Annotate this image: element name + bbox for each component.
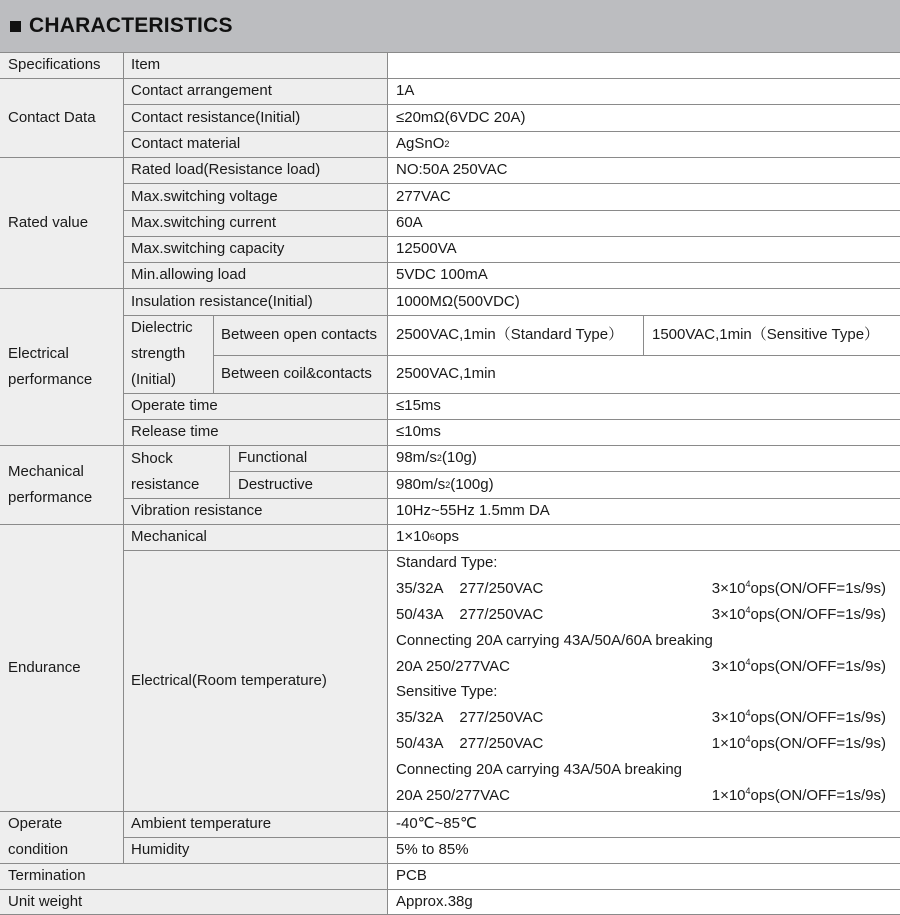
grid-line: [123, 236, 900, 237]
rated-load-item: Rated load(Resistance load): [131, 161, 321, 178]
termination-value: PCB: [388, 863, 900, 889]
operate-time-value: ≤15ms: [388, 393, 900, 419]
between-open-contacts-sensitive-value: 1500VAC,1min（Sensitive Type）: [644, 315, 900, 355]
contact-resistance-value: ≤20mΩ(6VDC 20A): [388, 104, 900, 131]
between-coil-contacts-value: 2500VAC,1min: [388, 355, 900, 393]
max-switching-voltage-item: Max.switching voltage: [131, 187, 278, 205]
section-title: CHARACTERISTICS: [29, 14, 233, 37]
max-switching-current-item: Max.switching current: [131, 214, 277, 231]
grid-line: [0, 288, 900, 289]
mechanical-endurance-value: 1×10 6 ops: [388, 524, 900, 550]
electrical-endurance-item: Electrical(Room temperature): [131, 671, 327, 689]
grid-line: [123, 315, 900, 316]
grid-line: [123, 104, 900, 105]
grid-line: [123, 419, 900, 420]
grid-line: [643, 315, 644, 355]
grid-line: [0, 863, 900, 864]
humidity-item: Humidity: [131, 841, 190, 858]
grid-line: [123, 262, 900, 263]
ambient-temperature-value: -40℃~85℃: [388, 811, 900, 837]
grid-line: [123, 550, 900, 551]
grid-line: [0, 889, 900, 890]
contact-arrangement-item: Contact arrangement: [131, 82, 272, 99]
rated-value-label: Rated value: [8, 213, 89, 231]
insulation-resistance-value: 1000MΩ(500VDC): [388, 288, 900, 315]
unit-weight-item: Unit weight: [8, 893, 83, 910]
electrical-performance-label: Electrical performance: [8, 344, 93, 388]
humidity-value: 5% to 85%: [388, 837, 900, 863]
grid-line: [0, 52, 900, 53]
shock-functional-item: Functional: [238, 449, 308, 466]
grid-line: [213, 355, 900, 356]
header-item: Item: [131, 56, 161, 73]
grid-line: [123, 131, 900, 132]
max-switching-current-value: 60A: [388, 210, 900, 236]
min-allowing-load-value: 5VDC 100mA: [388, 262, 900, 288]
grid-line: [0, 445, 900, 446]
grid-line: [229, 471, 900, 472]
contact-arrangement-value: 1A: [388, 78, 900, 104]
contact-resistance-item: Contact resistance(Initial): [131, 108, 301, 126]
header-specifications: Specifications: [8, 56, 101, 73]
characteristics-table: [0, 52, 900, 915]
grid-line: [0, 157, 900, 158]
endurance-label: Endurance: [8, 658, 81, 676]
insulation-resistance-item: Insulation resistance(Initial): [131, 292, 313, 310]
grid-line: [123, 498, 900, 499]
endurance-line: 20A 250/277VAC $3\times 10^4ops(ON/OFF=1s/9s)$: [396, 656, 886, 675]
grid-line: [123, 210, 900, 211]
min-allowing-load-item: Min.allowing load: [131, 266, 247, 283]
endurance-line: Connecting 20A carrying 43A/50A/60A breaking: [396, 631, 713, 649]
endurance-line: 35/32A 277/250VAC $3\times 10^4ops(ON/OFF=1s/9s)$: [396, 708, 886, 727]
max-switching-voltage-value: 277VAC: [388, 183, 900, 210]
grid-line: [387, 52, 388, 915]
vibration-resistance-value: 10Hz~55Hz 1.5mm DA: [388, 498, 900, 524]
grid-line: [213, 315, 214, 393]
grid-line: [123, 52, 124, 863]
operate-condition-label: Operate condition: [8, 815, 69, 858]
grid-line: [0, 811, 900, 812]
grid-line: [0, 524, 900, 525]
shock-destructive-item: Destructive: [238, 475, 314, 493]
operate-time-item: Operate time: [131, 397, 218, 414]
max-switching-capacity-value: 12500VA: [388, 236, 900, 262]
grid-line: [0, 78, 900, 79]
electrical-endurance-value: [388, 550, 900, 811]
shock-destructive-value: 980m/s 2 (100g): [388, 471, 900, 498]
vibration-resistance-item: Vibration resistance: [131, 502, 263, 519]
between-open-contacts-item: Between open contacts: [221, 326, 377, 343]
termination-item: Termination: [8, 867, 86, 884]
endurance-line: Standard Type:: [396, 554, 498, 571]
endurance-line: Connecting 20A carrying 43A/50A breaking: [396, 761, 683, 779]
dielectric-strength-label: Dielectric strength (Initial): [131, 319, 193, 388]
between-coil-contacts-item: Between coil&contacts: [221, 365, 372, 382]
contact-material-value: AgSnO 2: [388, 131, 900, 157]
max-switching-capacity-item: Max.switching capacity: [131, 240, 285, 257]
mechanical-endurance-item: Mechanical: [131, 528, 207, 545]
grid-line: [123, 183, 900, 184]
release-time-item: Release time: [131, 423, 219, 440]
endurance-line: Sensitive Type:: [396, 683, 498, 701]
endurance-line: 20A 250/277VAC $1\times 10^4ops(ON/OFF=1s/9s)$: [396, 786, 886, 805]
shock-functional-value: 98m/s 2 (10g): [388, 445, 900, 471]
endurance-line: 35/32A 277/250VAC $3\times 10^4ops(ON/OFF=1s/9s)$: [396, 578, 886, 597]
unit-weight-value: Approx.38g: [388, 889, 900, 915]
endurance-line: 50/43A 277/250VAC $3\times 10^4ops(ON/OFF=1s/9s)$: [396, 604, 886, 623]
grid-line: [123, 837, 900, 838]
endurance-line: 50/43A 277/250VAC $1\times 10^4ops(ON/OFF=1s/9s)$: [396, 734, 886, 753]
mechanical-performance-label: Mechanical performance: [8, 462, 93, 506]
rated-load-value: NO:50A 250VAC: [388, 157, 900, 183]
release-time-value: ≤10ms: [388, 419, 900, 445]
between-open-contacts-standard-value: 2500VAC,1min（Standard Type）: [388, 315, 644, 355]
ambient-temperature-item: Ambient temperature: [131, 815, 272, 832]
section-header: [0, 0, 900, 52]
grid-line: [123, 393, 900, 394]
square-bullet-icon: [10, 21, 21, 32]
shock-resistance-label: Shock resistance: [131, 449, 200, 493]
contact-material-item: Contact material: [131, 135, 241, 152]
contact-data-label: Contact Data: [8, 108, 96, 126]
